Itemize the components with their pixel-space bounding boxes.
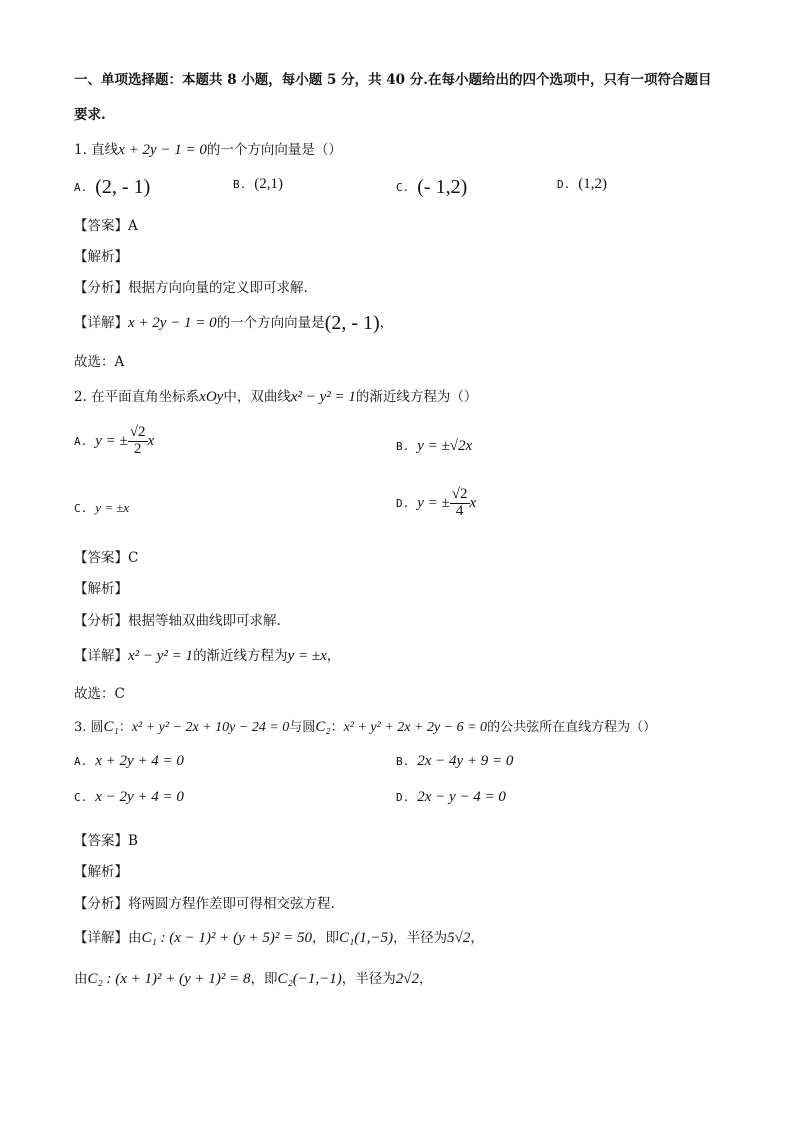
q3-stem-suffix: 的公共弦所在直线方程为（） — [487, 720, 657, 735]
option-math: (2,1) — [254, 176, 283, 192]
fraction-denominator: 2 — [133, 440, 142, 457]
detail-math: x² − y² = 1 — [128, 648, 194, 664]
detail-end: ， — [326, 648, 341, 664]
option-math: (1,2) — [578, 176, 607, 192]
q3-circle-2: C₂ — [315, 719, 331, 735]
q3-option-a — [74, 753, 184, 770]
q3-stem-mid: 与圆 — [289, 720, 316, 735]
option-fraction — [128, 425, 148, 458]
option-label: B. — [396, 440, 410, 453]
detail-end: ， — [470, 930, 484, 946]
detail-math: C₁ : (x − 1)² + (y + 5)² = 50 — [141, 930, 312, 946]
fraction-numerator: √2 — [129, 424, 146, 440]
option-math-pre: y = ± — [417, 494, 450, 511]
q2-detail — [74, 644, 340, 665]
q2-analysis-title: 【解析】 — [74, 581, 128, 597]
q3-analysis-title: 【解析】 — [74, 864, 128, 880]
detail-mid: 的渐近线方程为 — [193, 648, 288, 664]
option-math: x + 2y + 4 = 0 — [95, 753, 184, 769]
q3-detail-1 — [74, 926, 484, 947]
q1-option-b — [233, 176, 283, 193]
q1-fenxi: 【分析】根据方向向量的定义即可求解. — [74, 280, 308, 296]
option-math: 2x − y − 4 = 0 — [417, 789, 506, 805]
q2-stem-suffix: 的渐近线方程为（） — [355, 389, 478, 405]
q3-option-b — [396, 753, 513, 770]
q3-fenxi: 【分析】将两圆方程作差即可得相交弦方程. — [74, 896, 335, 912]
q3-equation-1: x² + y² − 2x + 10y − 24 = 0 — [131, 720, 290, 735]
option-math: y = ±x — [95, 500, 130, 515]
q3-stem-prefix: 3. 圆 — [74, 720, 104, 735]
q3-equation-2: x² + y² + 2x + 2y − 6 = 0 — [343, 720, 488, 735]
q2-stem-mid: 中，双曲线 — [223, 389, 291, 405]
detail-mid: 的一个方向向量是 — [216, 315, 325, 331]
detail-mid-2: ，半径为 — [393, 930, 448, 946]
q2-stem-math-2: x² − y² = 1 — [290, 389, 356, 405]
option-label: A. — [74, 434, 88, 448]
q1-analysis-title: 【解析】 — [74, 249, 128, 265]
section-heading-cont: 要求. — [74, 107, 106, 123]
option-label: C. — [74, 791, 88, 804]
question-1-stem — [74, 138, 342, 159]
fraction-numerator: √2 — [451, 486, 468, 502]
option-label: A. — [74, 755, 88, 768]
q1-option-d — [557, 176, 607, 193]
detail-end: ， — [418, 971, 433, 987]
q3-option-d — [396, 789, 506, 806]
option-math: x − 2y + 4 = 0 — [95, 789, 184, 805]
q1-option-a — [74, 176, 150, 199]
detail-math-3: 5√2 — [447, 930, 471, 946]
option-label: C. — [74, 502, 88, 515]
q1-option-c — [396, 176, 467, 199]
q2-answer: 【答案】C — [74, 550, 139, 566]
q3-colon: ： — [118, 720, 132, 735]
q3-detail-2 — [74, 967, 432, 988]
option-math-pre: y = ± — [95, 432, 128, 449]
detail-end: ， — [379, 315, 394, 331]
option-label: B. — [396, 755, 410, 768]
option-math: (- 1,2) — [417, 176, 468, 198]
detail-math-3: 2√2 — [395, 971, 419, 987]
option-math-post: x — [147, 432, 155, 449]
detail-math-2: C₂(−1,−1) — [277, 971, 342, 987]
question-2-stem — [74, 385, 477, 406]
q1-detail — [74, 311, 393, 335]
q2-option-d — [396, 487, 476, 520]
detail-math: x + 2y − 1 = 0 — [128, 315, 217, 331]
detail-prefix: 【详解】由 — [74, 930, 142, 946]
q3-colon: ： — [330, 720, 344, 735]
detail-prefix: 由 — [74, 971, 88, 987]
option-label: A. — [74, 181, 88, 194]
q1-stem-suffix: 的一个方向向量是（） — [206, 142, 342, 158]
option-label: D. — [557, 178, 571, 191]
q1-stem-math: x + 2y − 1 = 0 — [118, 142, 207, 158]
detail-prefix: 【详解】 — [74, 315, 128, 331]
q2-option-a — [74, 425, 154, 458]
fraction-denominator: 4 — [455, 502, 464, 519]
q2-choice: 故选：C — [74, 686, 125, 702]
question-3-stem — [74, 716, 656, 736]
option-math: 2x − 4y + 9 = 0 — [417, 753, 514, 769]
q3-option-c — [74, 789, 184, 806]
section-heading: 一、单项选择题：本题共 8 小题，每小题 5 分，共 40 分.在每小题给出的四个选项中，只有一项符合题目 — [74, 72, 712, 88]
option-math-post: x — [469, 494, 477, 511]
q3-answer: 【答案】B — [74, 833, 138, 849]
option-math: (2, - 1) — [95, 176, 151, 198]
q2-stem-math: xOy — [199, 389, 224, 405]
option-math: y = ±√2x — [417, 438, 473, 454]
detail-mid-2: ，半径为 — [341, 971, 396, 987]
q2-fenxi: 【分析】根据等轴双曲线即可求解. — [74, 613, 281, 629]
q3-circle-1: C₁ — [103, 719, 119, 735]
detail-mid: ，即 — [312, 930, 339, 946]
q2-option-c — [74, 500, 129, 516]
option-label: C. — [396, 181, 410, 194]
q1-stem-prefix: 1. 直线 — [74, 142, 119, 158]
detail-math: C₂ : (x + 1)² + (y + 1)² = 8 — [87, 971, 251, 987]
detail-math-2: (2, - 1) — [324, 312, 380, 334]
detail-prefix: 【详解】 — [74, 648, 128, 664]
q1-answer: 【答案】A — [74, 218, 138, 234]
detail-math-2: y = ±x — [287, 648, 327, 664]
option-fraction — [450, 487, 470, 520]
q1-choice: 故选：A — [74, 354, 125, 370]
q2-stem-prefix: 2. 在平面直角坐标系 — [74, 389, 200, 405]
option-label: D. — [396, 791, 410, 804]
option-label: D. — [396, 496, 410, 510]
detail-math-2: C₁(1,−5) — [339, 930, 394, 946]
option-label: B. — [233, 178, 247, 191]
detail-mid: ，即 — [250, 971, 278, 987]
q2-option-b — [396, 438, 472, 455]
